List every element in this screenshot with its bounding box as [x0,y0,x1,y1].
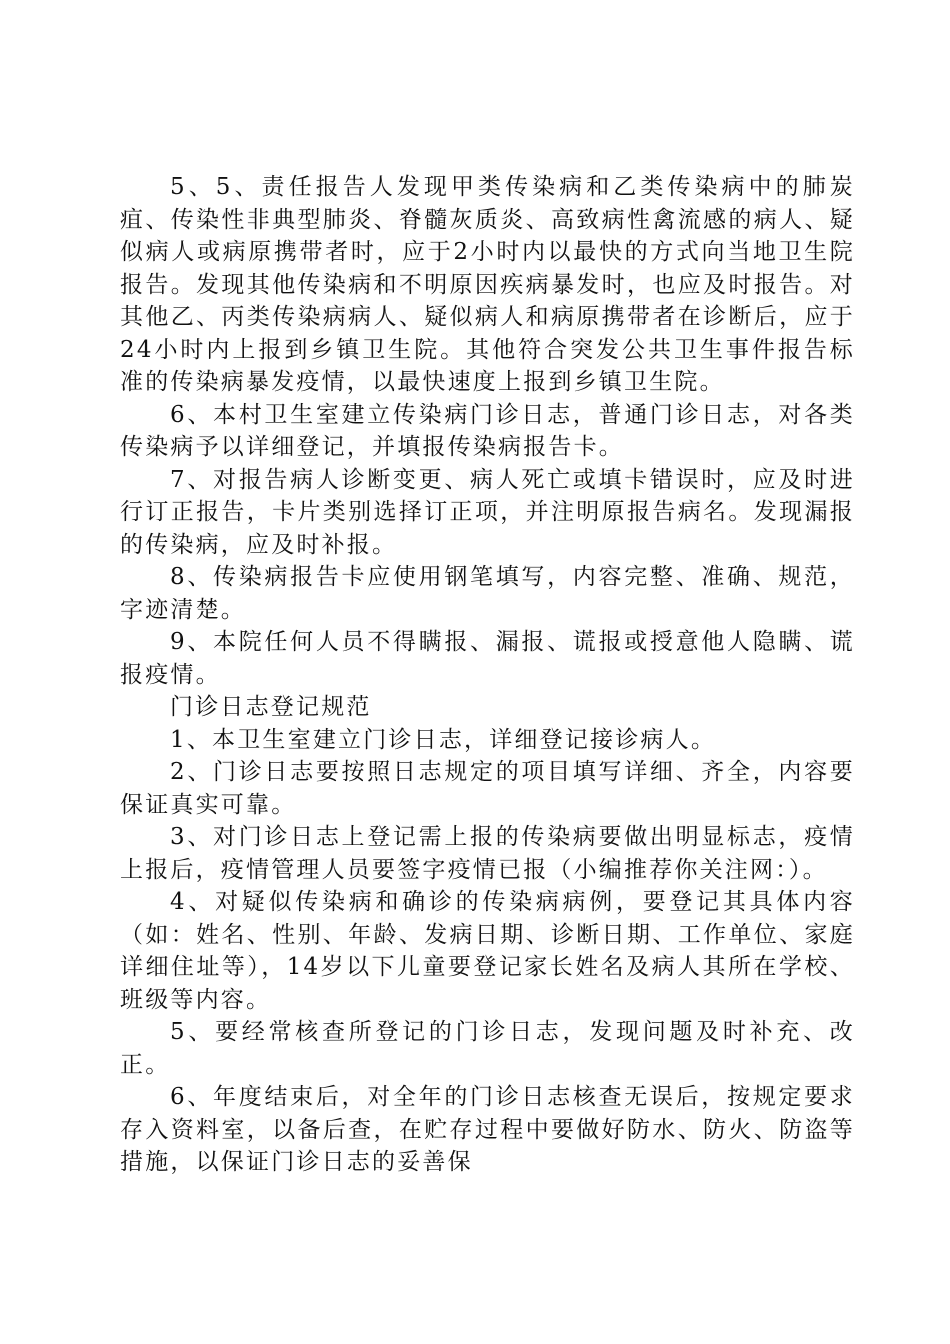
paragraph-report-timing: 5、5、责任报告人发现甲类传染病和乙类传染病中的肺炭疽、传染性非典型肺炎、脊髓灰质炎、高致病性禽流感的病人、疑似病人或病原携带者时，应于2小时内以最快的方式向当地卫生院报告。发现其他传染病和不明原因疾病暴发时，也应及时报告。对其他乙、丙类传染病病人、疑似病人和病原携带者在诊断后，应于24小时内上报到乡镇卫生院。其他符合突发公共卫生事件报告标准的传染病暴发疫情，以最快速度上报到乡镇卫生院。 [120,174,855,395]
section-heading: 门诊日志登记规范 [170,694,372,720]
paragraph-log-details: 4、对疑似传染病和确诊的传染病病例，要登记其具体内容（如：姓名、性别、年龄、发病日期、诊断日期、工作单位、家庭详细住址等），14岁以下儿童要登记家长姓名及病人其所在学校、班级等内容。 [120,889,855,1013]
paragraph-log-fill: 2、门诊日志要按照日志规定的项目填写详细、齐全，内容要保证真实可靠。 [120,759,855,818]
paragraph-log-archive: 6、年度结束后，对全年的门诊日志核查无误后，按规定要求存入资料室，以备后查，在贮存过程中要做好防水、防火、防盗等措施，以保证门诊日志的妥善保 [120,1084,855,1175]
paragraph-log-establish: 1、本卫生室建立门诊日志，详细登记接诊病人。 [170,726,717,753]
document-body [120,171,855,1179]
paragraph-log-mark: 3、对门诊日志上登记需上报的传染病要做出明显标志，疫情上报后，疫情管理人员要签字疫情已报（小编推荐你关注网：）。 [120,824,855,883]
paragraph-no-concealment: 9、本院任何人员不得瞒报、漏报、谎报或授意他人隐瞒、谎报疫情。 [120,629,855,688]
paragraph-correction-report: 7、对报告病人诊断变更、病人死亡或填卡错误时，应及时进行订正报告，卡片类别选择订正项，并注明原报告病名。发现漏报的传染病，应及时补报。 [120,466,855,558]
paragraph-card-filling: 8、传染病报告卡应使用钢笔填写，内容完整、准确、规范，字迹清楚。 [120,564,855,623]
paragraph-clinic-log: 6、本村卫生室建立传染病门诊日志，普通门诊日志，对各类传染病予以详细登记，并填报传染病报告卡。 [120,401,855,460]
paragraph-log-review: 5、要经常核查所登记的门诊日志，发现问题及时补充、改正。 [120,1019,855,1078]
